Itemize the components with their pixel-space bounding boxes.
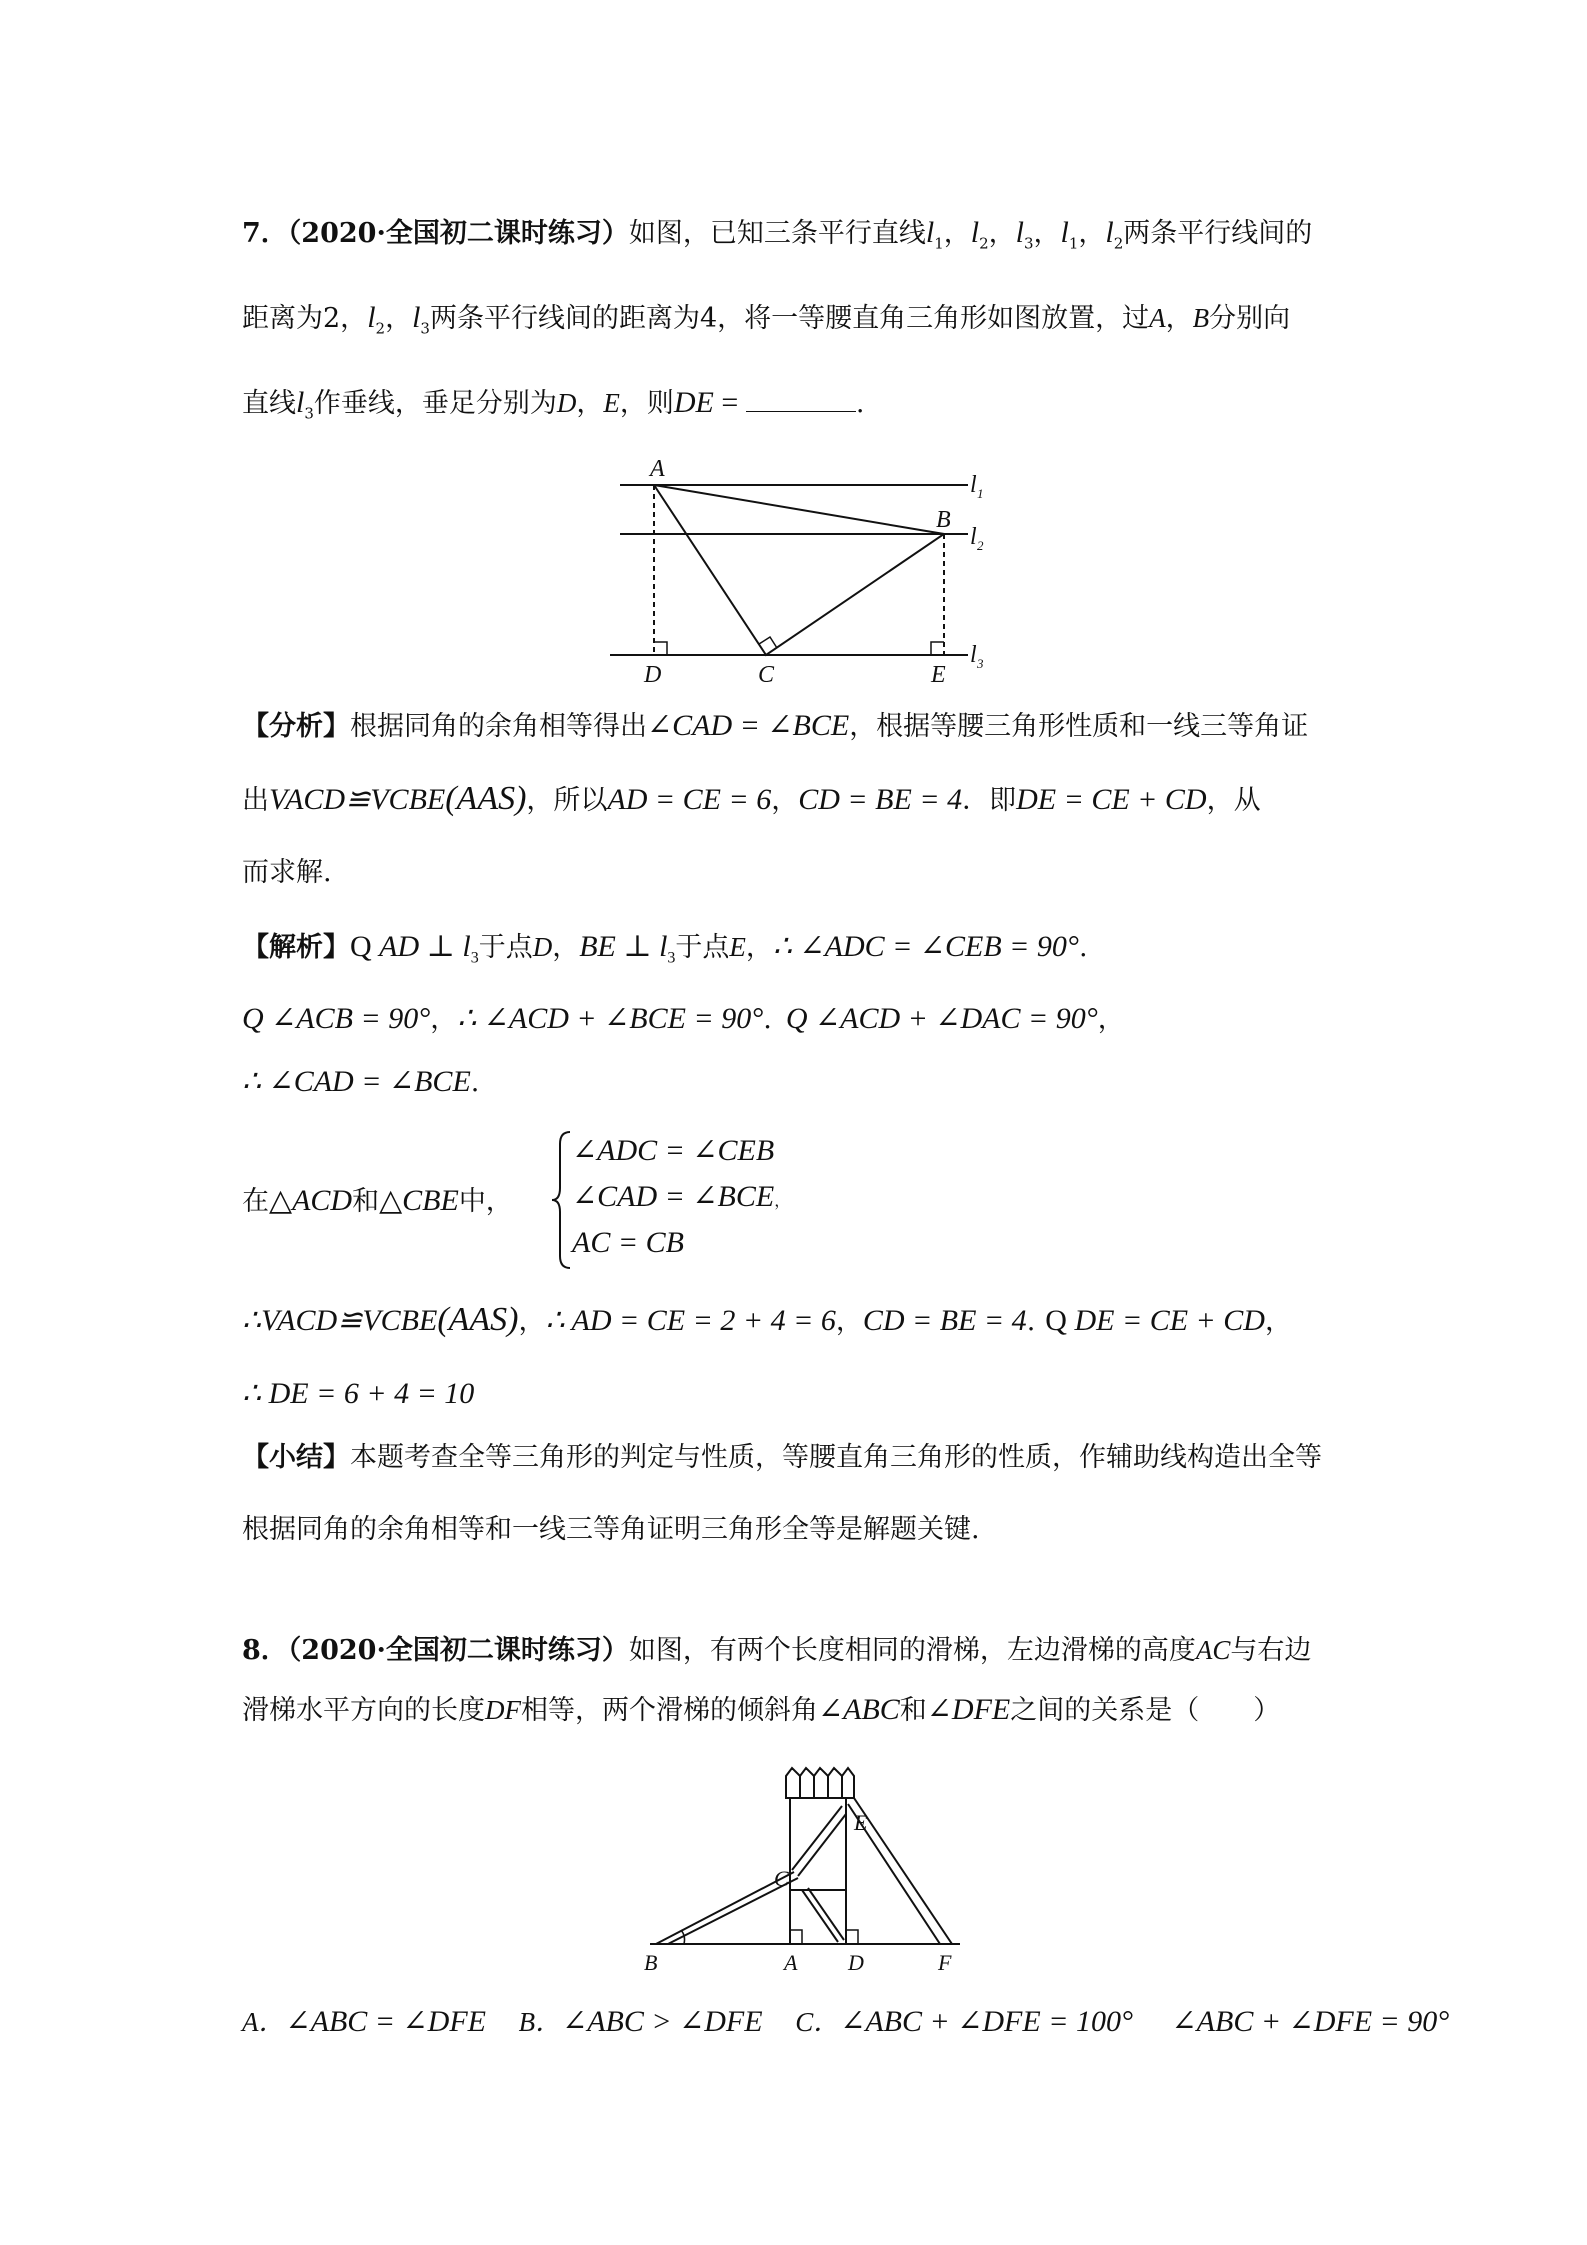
label-D8: D: [848, 1950, 864, 1975]
solution-s1m: .: [1078, 932, 1088, 963]
q8-text2a: 滑梯水平方向的长度: [242, 1695, 485, 1726]
q7-E: E: [603, 388, 620, 418]
analysis-p2a: 出: [242, 785, 269, 816]
q7-text-tail: 两条平行线间的: [1123, 218, 1313, 249]
q8-angle-abc: ∠ABC: [818, 1693, 900, 1726]
ladder-upper-1: [792, 1806, 842, 1870]
brace-and: 和: [352, 1186, 380, 1217]
q8-AC: AC: [1195, 1635, 1231, 1665]
right-angle-d: [846, 1930, 858, 1944]
option-c-text: ∠ABC + ∠DFE = 100°: [840, 2005, 1133, 2038]
analysis-p1c: ，根据等腰三角形性质和一线三等角证: [849, 711, 1309, 742]
q7-number: 7．: [242, 218, 288, 249]
solution-eq8: DE = CE + CD: [1074, 1304, 1265, 1337]
solution-s4c: ，: [518, 1306, 546, 1337]
option-a[interactable]: [242, 2007, 486, 2038]
q7-text: 如图，已知三条平行直线: [628, 218, 926, 249]
analysis-p3: 而求解.: [242, 857, 332, 888]
because-2: Q: [1045, 1304, 1075, 1337]
ladder-upper-2: [798, 1814, 846, 1876]
label-B8: B: [644, 1950, 658, 1975]
q7-text3b: 作垂线，垂足分别为: [313, 388, 557, 419]
option-c[interactable]: [795, 2007, 1133, 2038]
q7-l3: l: [1015, 216, 1024, 249]
q7-l2c: l: [367, 301, 376, 334]
q8-angle-dfe: ∠DFE: [926, 1693, 1011, 1726]
summary-text2: 根据同角的余角相等和一线三等角证明三角形全等是解题关键.: [242, 1514, 980, 1545]
q8-line2: [242, 1692, 1280, 1729]
solution-aas: (AAS): [437, 1301, 519, 1338]
tower-roof: [786, 1768, 854, 1798]
system-eq2-tail: ，: [774, 1191, 791, 1210]
q7-l2-sub: 2: [979, 234, 989, 253]
q8-text2c: 相等，两个滑梯的倾斜角: [521, 1695, 818, 1726]
label-l3: l: [970, 642, 977, 668]
solution-be-perp: BE ⊥ l: [579, 930, 668, 963]
triangle-abc: [654, 485, 944, 655]
q7-figure: [600, 450, 1020, 690]
right-angle-c: [759, 637, 777, 648]
solution-eq4: Q ∠ACD + ∠DAC = 90°: [785, 1002, 1098, 1035]
analysis-line2: [242, 781, 1261, 819]
summary-line1: [242, 1440, 1322, 1476]
left-brace: [550, 1130, 574, 1270]
solution-s4g: .: [1026, 1306, 1036, 1337]
solution-line1: [242, 929, 1088, 976]
solution-result: ∴ DE = 6 + 4 = 10: [242, 1377, 475, 1410]
q7-l1b: l: [1060, 216, 1069, 249]
answer-blank: [746, 387, 856, 412]
option-b-label: B．: [518, 2007, 563, 2037]
q8-text2g: 之间的关系是（ ）: [1010, 1695, 1281, 1726]
q7-l2b-sub: 2: [1113, 234, 1124, 253]
solution-s2f: ，: [1097, 1004, 1125, 1035]
q8-text2e: 和: [899, 1695, 927, 1726]
label-A: A: [650, 456, 665, 482]
solution-eq7: CD = BE = 4: [862, 1304, 1027, 1337]
solution-eq5: ∴ ∠CAD = ∠BCE: [242, 1065, 471, 1098]
solution-sub1: 3: [470, 949, 479, 967]
q7-comma2: ，: [576, 388, 604, 419]
system-lines: [572, 1128, 790, 1266]
analysis-cong: VACD≌VCBE: [269, 783, 446, 816]
q7-l3-sub: 3: [1023, 234, 1034, 253]
q7-l1b-sub: 1: [1068, 234, 1079, 253]
analysis-line3: [242, 855, 332, 891]
summary-line2: [242, 1512, 980, 1548]
q7-text3f: ，则: [619, 388, 674, 419]
triangle-cbe: △CBE: [379, 1184, 459, 1217]
brace-in: 中，: [458, 1186, 513, 1217]
q7-text2a: 距离为2，: [242, 303, 368, 334]
solution-eq2: Q ∠ACB = 90°: [242, 1002, 431, 1035]
q7-comma: ，: [1165, 303, 1193, 334]
q7-B: B: [1192, 303, 1210, 333]
label-l3-sub: 3: [977, 656, 984, 671]
analysis-tag: 【分析】: [242, 711, 350, 742]
solution-s1f: ，: [552, 932, 580, 963]
triangle-acd: △ACD: [269, 1184, 353, 1217]
q7-D: D: [556, 388, 577, 418]
q7-text2f: 分别向: [1209, 303, 1291, 334]
option-c-label: C．: [795, 2007, 841, 2037]
label-l1: l: [970, 472, 977, 498]
label-l1-sub: 1: [977, 486, 984, 501]
option-a-label: A．: [242, 2007, 286, 2037]
option-d-text: ∠ABC + ∠DFE = 90°: [1171, 2005, 1450, 2038]
label-C: C: [758, 662, 775, 688]
ladder-lower-1: [802, 1890, 838, 1942]
summary-tag: 【小结】: [242, 1442, 350, 1473]
right-angle-a: [790, 1930, 802, 1944]
q7-line1: 7．（2020·全国初二课时练习）如图，已知三条平行直线$l_1$，$l_2$，$l_3$，$l_1$，$l_2$两条平行线间的: [242, 216, 1313, 253]
solution-sub2: 3: [667, 949, 676, 967]
option-b[interactable]: [519, 2007, 763, 2038]
q7-text2b: 两条平行线间的距离为4，将一等腰直角三角形如图放置，过: [429, 303, 1150, 334]
q7-text3a: 直线: [242, 388, 296, 419]
q7-l2b: l: [1105, 216, 1114, 249]
label-B: B: [936, 507, 951, 533]
analysis-p2d: ，所以: [526, 785, 608, 816]
solution-eq3: ∴ ∠ACD + ∠BCE = 90°: [457, 1002, 764, 1035]
solution-eq1: ∴ ∠ADC = ∠CEB = 90°: [772, 930, 1079, 963]
q8-DF: DF: [485, 1695, 521, 1725]
q7-l2c-sub: 2: [375, 319, 386, 338]
q8-line1: [242, 1632, 1311, 1669]
q8-options: [242, 2004, 1449, 2041]
q7-period: .: [855, 388, 865, 419]
option-a-text: ∠ABC = ∠DFE: [285, 2005, 486, 2038]
solution-cong: ∴VACD≌VCBE: [242, 1304, 438, 1337]
system-label: [242, 1179, 513, 1218]
q7-A: A: [1149, 303, 1166, 333]
solution-s1i: 于点: [675, 932, 730, 963]
label-E: E: [931, 662, 946, 688]
summary-text1: 本题考查全等三角形的判定与性质，等腰直角三角形的性质，作辅助线构造出全等: [350, 1442, 1322, 1473]
q7-equals: =: [713, 386, 746, 419]
label-E8: E: [854, 1810, 868, 1835]
solution-line4: [242, 1302, 1292, 1340]
solution-s2b: ，: [430, 1004, 458, 1035]
right-angle-d: [654, 642, 667, 655]
q7-source: （2020·全国初二课时练习）: [287, 218, 629, 249]
q7-l1-sub: 1: [934, 234, 944, 253]
q8-number: 8．: [242, 1635, 288, 1666]
right-angle-e: [931, 642, 944, 655]
system-block: [242, 1128, 1142, 1268]
q7-l1: l: [925, 216, 935, 249]
label-D: D: [644, 662, 662, 688]
system-eq1: ∠ADC = ∠CEB: [572, 1134, 775, 1167]
because-1: Q: [350, 930, 380, 963]
solution-s1k: ，: [745, 932, 773, 963]
analysis-aas: (AAS): [445, 780, 527, 817]
brace-pre: 在: [242, 1186, 269, 1217]
solution-line2: [242, 1001, 1125, 1038]
q8-figure: [640, 1758, 980, 1978]
solution-tag: 【解析】: [242, 932, 350, 963]
right-slide-2: [854, 1798, 952, 1944]
q7-DE: DE: [673, 386, 714, 419]
option-b-text: ∠ABC > ∠DFE: [562, 2005, 763, 2038]
analysis-eq4: DE = CE + CD: [1016, 783, 1207, 816]
analysis-line1: [242, 708, 1308, 745]
q7-l3c: l: [296, 386, 305, 419]
solution-s3b: .: [470, 1067, 480, 1098]
solution-E: E: [729, 932, 746, 962]
solution-eq6: ∴ AD = CE = 2 + 4 = 6: [545, 1304, 836, 1337]
q7-l3b: l: [412, 301, 421, 334]
q8-text1a: 如图，有两个长度相同的滑梯，左边滑梯的高度: [628, 1635, 1196, 1666]
analysis-p2f: ，: [771, 785, 799, 816]
label-A8: A: [784, 1950, 798, 1975]
option-d[interactable]: [1172, 2007, 1450, 2038]
label-F8: F: [938, 1950, 952, 1975]
system-eq2: ∠CAD = ∠BCE: [572, 1180, 775, 1213]
system-eq3: AC = CB: [572, 1226, 684, 1259]
analysis-eq3: CD = BE = 4: [798, 783, 963, 816]
label-l2-sub: 2: [977, 538, 984, 553]
analysis-eq2: AD = CE = 6: [607, 783, 772, 816]
analysis-eq1: ∠CAD = ∠BCE: [647, 709, 850, 742]
label-C8: C: [774, 1866, 789, 1891]
solution-line5: [242, 1376, 474, 1413]
analysis-p2j: ，从: [1206, 785, 1261, 816]
system-eq2-row: [572, 1174, 790, 1220]
q7-l3b-sub: 3: [420, 319, 430, 338]
solution-s4e: ，: [835, 1306, 863, 1337]
solution-line3: [242, 1064, 479, 1101]
analysis-p2h: ．即: [962, 785, 1017, 816]
tower: [790, 1798, 846, 1944]
solution-s4j: ，: [1264, 1306, 1292, 1337]
ladder-lower-2: [808, 1888, 844, 1940]
analysis-p1a: 根据同角的余角相等得出: [350, 711, 647, 742]
solution-ad-perp: AD ⊥ l: [379, 930, 471, 963]
solution-D: D: [532, 932, 553, 962]
q7-line2: 距离为2，$l_2$，$l_3$两条平行线间的距离为4，将一等腰直角三角形如图放置，过A，B分别向: [242, 301, 1291, 338]
solution-s1d: 于点: [478, 932, 533, 963]
q8-source: （2020·全国初二课时练习）: [287, 1635, 629, 1666]
q7-l3c-sub: 3: [304, 404, 314, 423]
label-l2: l: [970, 524, 977, 550]
q7-l2: l: [970, 216, 980, 249]
q7-line3: [242, 385, 864, 431]
q8-text1c: 与右边: [1230, 1635, 1312, 1666]
solution-s2d: .: [763, 1004, 772, 1035]
